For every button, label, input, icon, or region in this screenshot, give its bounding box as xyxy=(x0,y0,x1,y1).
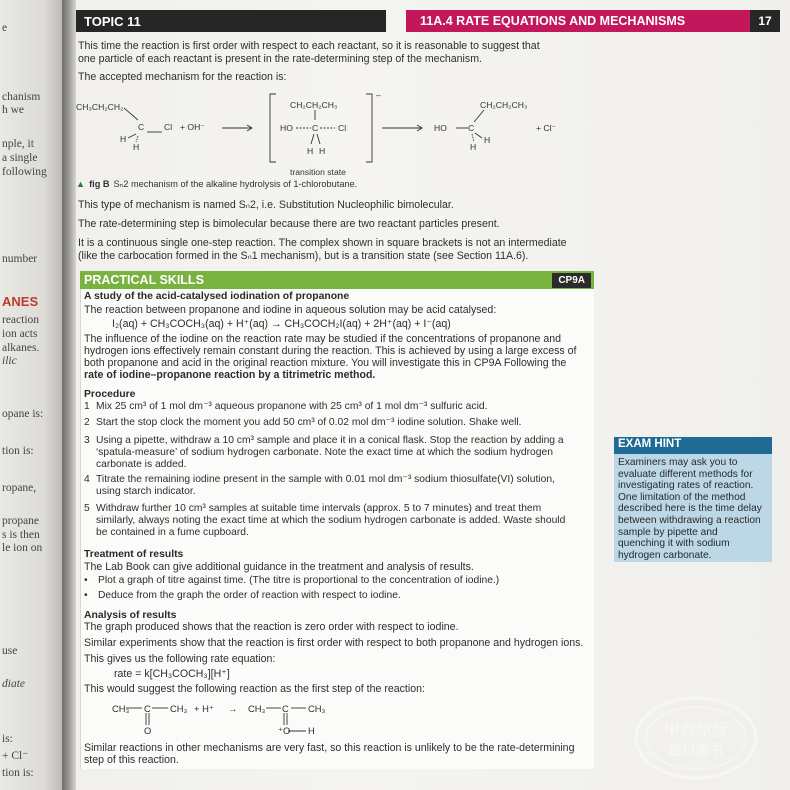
step-number: 1 xyxy=(84,401,90,412)
eq-left-carbon: C xyxy=(144,703,151,714)
exam-hint-line: between withdrawing a reaction xyxy=(618,514,761,526)
final-line-1: Similar reactions in other mechanisms are very fast, so this reaction is unlikely to be the rate-determining xyxy=(84,742,575,754)
step-text-line: Start the stop clock the moment you add 50 cm³ of 0.02 mol dm⁻³ iodine solution. Shake well. xyxy=(96,417,522,428)
product-hydroxyl: HO xyxy=(434,123,447,133)
ts-alkyl-group: CH₂CH₂CH₃ xyxy=(290,100,338,110)
step-number: 3 xyxy=(84,435,90,446)
step-number: 2 xyxy=(84,417,90,428)
textbook-page xyxy=(76,0,790,790)
rds-statement: The rate-determining step is bimolecular because there are two reactant particles present. xyxy=(78,218,500,230)
practical-para-2: hydrogen ions effectively remain constant during the reaction. This is achieved by using a large excess of xyxy=(84,345,577,357)
transition-state-label: transition state xyxy=(290,167,346,177)
reactant-alkyl-group: CH₃CH₂CH₂ xyxy=(76,102,124,112)
analysis-line-3: This gives us the following rate equation: xyxy=(84,653,276,665)
treatment-line: The Lab Book can give additional guidance in the treatment and analysis of results. xyxy=(84,561,474,573)
left-page-fragment: propane xyxy=(2,515,40,527)
step-text-line: ‘spatula-measure’ of sodium hydrogen carbonate. Note the exact time at which the sodium hydrogen xyxy=(96,447,553,458)
treatment-heading: Treatment of results xyxy=(84,549,184,560)
exam-hint-line: quenching it with sodium xyxy=(618,538,730,550)
ts-chlorine: Cl xyxy=(338,123,347,133)
practical-para-3: both propanone and acid in the original reaction mixture. You will investigate this in CP9A Following the xyxy=(84,357,567,369)
sn2-mechanism-diagram xyxy=(76,92,596,178)
bullet-2: • Deduce from the graph the order of reaction with respect to iodine. xyxy=(84,590,401,601)
ts-carbon: C xyxy=(312,123,319,133)
eq-left-ch3-a: CH₃ xyxy=(112,703,130,714)
exam-hint-line: Examiners may ask you to xyxy=(618,457,738,468)
step-number: 5 xyxy=(84,503,90,514)
bullet-1-text: Plot a graph of titre against time. (The titre is proportional to the concentration of iodine.) xyxy=(98,575,500,586)
left-page-fragment: ropane, xyxy=(2,482,37,494)
product-alkyl-group: CH₂CH₂CH₃ xyxy=(480,100,528,110)
figure-label: fig B xyxy=(89,179,110,189)
exam-hint-line: sample by pipette and xyxy=(618,526,718,538)
left-page-fragment: tion is: xyxy=(2,445,34,457)
intro-line-2: one particle of each reactant is present in the rate-determining step of the mechanism. xyxy=(78,53,482,65)
left-page-fragment: ANES xyxy=(2,294,39,309)
reactant-h-left: H xyxy=(120,134,127,144)
step-text-line: Using a pipette, withdraw a 10 cm³ sample and place it in a conical flask. Stop the reaction by adding a xyxy=(96,435,564,446)
left-page-fragment: reaction xyxy=(2,314,40,326)
svg-text:中商原版: 中商原版 xyxy=(663,720,729,739)
ts-charge: – xyxy=(376,90,381,100)
page-number: 17 xyxy=(750,10,780,32)
analysis-line-2: Similar experiments show that the reaction is first order with respect to both propanone and hydrogen ions. xyxy=(84,637,584,649)
practical-code-badge: CP9A xyxy=(552,273,591,288)
svg-text:进口图书: 进口图书 xyxy=(668,743,724,759)
page-header xyxy=(76,10,780,32)
practical-para-1: The influence of the iodine on the reaction rate may be studied if the concentrations of propanone and xyxy=(84,333,562,345)
left-page-fragment: diate xyxy=(2,678,25,690)
final-line-2: step of this reaction. xyxy=(84,754,179,766)
exam-hint-line: evaluate different methods for xyxy=(618,468,753,480)
product-h-2: H xyxy=(484,135,491,145)
exam-hint-line: hydrogen carbonate. xyxy=(618,549,712,561)
reactant-chlorine: Cl xyxy=(164,122,173,132)
eq-plus-proton: + H⁺ xyxy=(194,703,214,714)
analysis-heading: Analysis of results xyxy=(84,610,177,621)
continuous-line-2: (like the carbocation formed in the Sₙ1 mechanism), but is a transition state (see Section 11A.6). xyxy=(78,250,529,262)
analysis-line-4: This would suggest the following reaction as the first step of the reaction: xyxy=(84,683,425,695)
product-carbon: C xyxy=(468,123,475,133)
step-number: 4 xyxy=(84,474,90,485)
procedure-heading: Procedure xyxy=(84,389,136,400)
left-page-fragment: ion acts xyxy=(2,328,38,340)
left-page-fragment: alkanes. xyxy=(2,342,40,354)
book-gutter xyxy=(62,0,76,790)
left-page-fragment: nple, it xyxy=(2,138,34,150)
step-text-line: Withdraw further 10 cm³ samples at suitable time intervals (approx. 5 to 7 minutes) and treat them xyxy=(96,503,542,514)
practical-heading: A study of the acid-catalysed iodination of propanone xyxy=(84,291,350,302)
topic-label: TOPIC 11 xyxy=(76,10,386,32)
reactant-h-right: H xyxy=(133,142,140,152)
left-page-fragment: a single xyxy=(2,152,38,164)
bullet-2-text: Deduce from the graph the order of reaction with respect to iodine. xyxy=(98,590,401,601)
practical-intro: The reaction between propanone and iodine in aqueous solution may be acid catalysed: xyxy=(84,304,497,316)
sn2-definition: This type of mechanism is named Sₙ2, i.e. Substitution Nucleophilic bimolecular. xyxy=(78,199,454,211)
iodination-equation: I₂(aq) + CH₃COCH₃(aq) + H⁺(aq) → CH₃COCH₂I(aq) + 2H⁺(aq) + I⁻(aq) xyxy=(112,318,451,330)
exam-hint-line: described here is the time delay xyxy=(618,503,762,515)
left-page-fragment: tion is: xyxy=(2,767,34,779)
intro-line-3: The accepted mechanism for the reaction is: xyxy=(78,71,287,83)
left-page-fragment: le ion on xyxy=(2,542,43,554)
practical-para-4: rate of iodine–propanone reaction by a titrimetric method. xyxy=(84,369,376,381)
step-text-line: Titrate the remaining iodine present in the sample with 0.01 mol dm⁻³ sodium thiosulfate(VI) solution, xyxy=(96,474,555,485)
left-page-fragment: h we xyxy=(2,104,25,116)
watermark-stamp xyxy=(632,693,760,783)
section-title: 11A.4 RATE EQUATIONS AND MECHANISMS xyxy=(406,10,750,32)
eq-right-ch3-a: CH₃ xyxy=(248,703,266,714)
practical-skills-title: PRACTICAL SKILLS xyxy=(84,273,204,287)
eq-right-carbon: C xyxy=(282,703,289,714)
left-page-fragment: number xyxy=(2,253,38,265)
eq-right-ch3-b: CH₃ xyxy=(308,703,326,714)
bullet-1: • Plot a graph of titre against time. (The titre is proportional to the concentration of iodine.) xyxy=(84,575,500,586)
step-text-line: be contained in a fume cupboard. xyxy=(96,527,249,538)
continuous-line-1: It is a continuous single one-step reaction. The complex shown in square brackets is not an intermediate xyxy=(78,237,567,249)
reactant-carbon: C xyxy=(138,122,145,132)
step-text-line: similarly, always noting the exact time at which the sodium hydrogen carbonate is added. Waste should xyxy=(96,515,566,526)
step-text-line: using starch indicator. xyxy=(96,486,196,497)
hydroxide-reagent: + OH⁻ xyxy=(180,122,205,132)
left-page-fragment: e xyxy=(2,22,8,34)
figure-caption-text: Sₙ2 mechanism of the alkaline hydrolysis of 1-chlorobutane. xyxy=(113,179,358,189)
eq-right-hydrogen: H xyxy=(308,725,315,736)
left-page-fragment: following xyxy=(2,166,47,178)
intro-line-1: This time the reaction is first order with respect to each reactant, so it is reasonable to suggest that xyxy=(78,40,540,52)
eq-left-oxygen: O xyxy=(144,725,152,736)
practical-skills-bar xyxy=(80,271,594,289)
left-page-fragment: ilic xyxy=(2,355,17,367)
analysis-line-1: The graph produced shows that the reaction is zero order with respect to iodine. xyxy=(84,621,459,633)
rate-equation: rate = k[CH₃COCH₃][H⁺] xyxy=(114,668,230,680)
left-page-fragment: use xyxy=(2,645,18,657)
left-page-fragment: opane is: xyxy=(2,408,44,420)
exam-hint-line: One limitation of the method xyxy=(618,491,746,503)
step-text-line: carbonate is added. xyxy=(96,459,187,470)
step-text-line: Mix 25 cm³ of 1 mol dm⁻³ aqueous propanone with 25 cm³ of 1 mol dm⁻³ sulfuric acid. xyxy=(96,401,488,412)
left-page-fragment: is: xyxy=(2,733,13,745)
product-h-1: H xyxy=(470,142,477,152)
eq-left-ch3-b: CH₃ xyxy=(170,703,188,714)
left-page-fragment: + Cl⁻ xyxy=(2,750,29,762)
eq-right-oxonium: ⁺O xyxy=(278,725,291,736)
ts-h-2: H xyxy=(319,146,326,156)
left-facing-page xyxy=(0,0,62,790)
exam-hint-title: EXAM HINT xyxy=(618,438,682,450)
exam-hint-text xyxy=(618,457,772,561)
ts-h-1: H xyxy=(307,146,314,156)
left-page-fragment: chanism xyxy=(2,91,41,103)
chloride-product: + Cl⁻ xyxy=(536,123,557,133)
caption-triangle-icon: ▲ xyxy=(76,179,86,189)
left-page-fragment: s is then xyxy=(2,529,40,541)
ts-hydroxyl: HO xyxy=(280,123,293,133)
eq-arrow: → xyxy=(228,703,238,714)
exam-hint-line: investigating rates of reaction. xyxy=(618,480,754,492)
figure-caption xyxy=(76,179,357,190)
